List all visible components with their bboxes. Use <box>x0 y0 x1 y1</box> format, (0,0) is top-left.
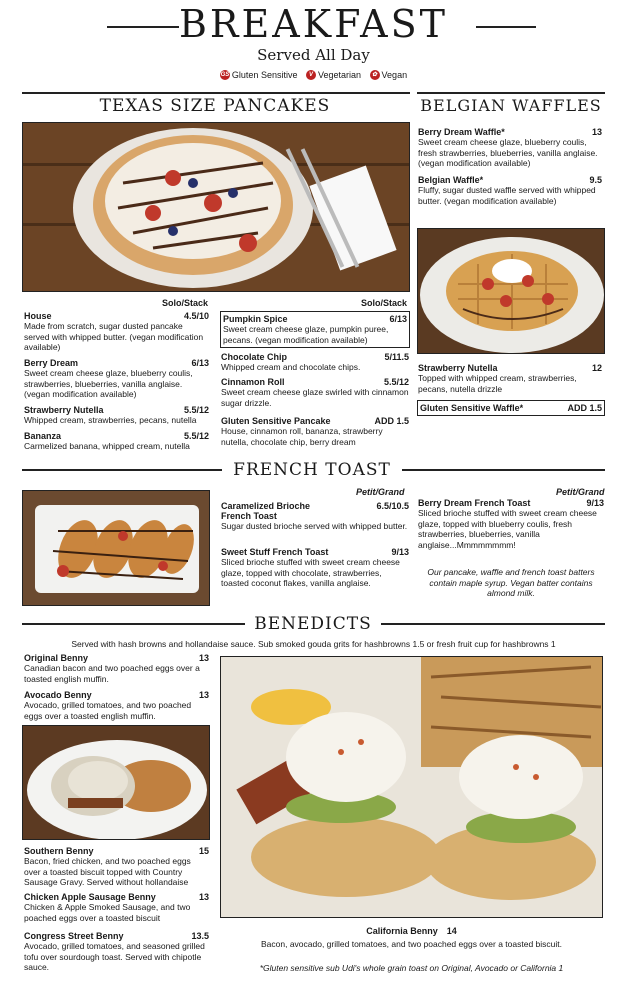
item-name: Bananza <box>24 431 62 441</box>
waffles-top-rule <box>417 92 605 94</box>
waffle-item-belgian <box>418 175 602 206</box>
item-price: ADD 1.5 <box>374 416 409 426</box>
item-desc: House, cinnamon roll, bananza, strawberry nutella, chocolate chip, berry dream <box>221 426 383 447</box>
item-price: 13 <box>198 892 209 902</box>
item-name: Caramelized Brioche French Toast <box>221 501 311 521</box>
benedict-item-original <box>24 653 209 684</box>
item-name: California Benny <box>366 926 438 936</box>
item-name: Strawberry Nutella <box>24 405 104 415</box>
vegan-icon: ✿ <box>370 70 380 80</box>
item-price: 15 <box>198 846 209 856</box>
item-price: 6/13 <box>389 314 407 324</box>
pancake-item-strawberry-nutella <box>24 405 209 426</box>
item-desc: Bacon, avocado, grilled tomatoes, and two poached eggs over a toasted biscuit. <box>261 939 562 949</box>
legend-vegetarian: Vegetarian <box>317 70 362 80</box>
item-name: House <box>24 311 52 321</box>
benedicts-intro: Served with hash browns and hollandaise sauce. Sub smoked gouda grits for hashbrowns 1.5 or fresh fruit cup for hashbrowns 1 <box>71 639 556 649</box>
pancake-item-house <box>24 311 209 353</box>
item-price: 5.5/12 <box>183 431 209 441</box>
item-name: Berry Dream <box>24 358 79 368</box>
item-desc: Canadian bacon and two poached eggs over a toasted english muffin. <box>24 663 200 684</box>
item-desc: Sliced brioche stuffed with sweet cream cheese glaze, topped with chocolate, strawberries, toasted coconut flakes, vanilla anglaise. <box>221 557 400 588</box>
item-price: 9/13 <box>586 498 604 508</box>
pancake-item-berry-dream <box>24 358 209 400</box>
item-price: 12 <box>591 363 602 373</box>
item-name: Berry Dream Waffle* <box>418 127 505 137</box>
item-name: Avocado Benny <box>24 690 92 700</box>
california-benny-photo <box>220 656 603 918</box>
item-price: 9/13 <box>391 547 409 557</box>
item-desc: Whipped cream and chocolate chips. <box>221 362 361 372</box>
french-toast-photo <box>22 490 210 606</box>
pancakes-col-header-right: Solo/Stack <box>361 298 408 308</box>
legend-gluten: Gluten Sensitive <box>231 70 298 80</box>
item-desc: Fluffy, sugar dusted waffle served with whipped butter. (vegan modification available) <box>418 185 596 206</box>
french-toast-col-header-left: Petit/Grand <box>356 487 405 497</box>
item-price: 13 <box>198 653 209 663</box>
item-desc: Avocado, grilled tomatoes, and two poached eggs over a toasted english muffin. <box>24 700 192 721</box>
pancakes-top-rule <box>22 92 410 94</box>
item-name: Cinnamon Roll <box>221 377 285 387</box>
item-desc: Bacon, fried chicken, and two poached eggs over a toasted biscuit topped with Country Sausage Gravy. Served without hollandaise <box>24 856 191 887</box>
benedict-item-chicken-apple <box>24 892 209 923</box>
waffle-item-gluten-sensitive <box>417 400 605 416</box>
item-desc: Sliced brioche stuffed with sweet cream cheese glaze, topped with blueberry coulis, fresh strawberries, blueberries, vanilla anglaise...Mmmmmmmm! <box>418 508 597 550</box>
french-toast-item-sweet-stuff <box>221 547 409 589</box>
pancake-item-bananza <box>24 431 209 452</box>
vegetarian-icon: V <box>306 70 316 80</box>
item-price: 13 <box>198 690 209 700</box>
item-desc: Sugar dusted brioche served with whipped butter. <box>221 521 408 531</box>
southern-benny-photo <box>22 725 210 840</box>
item-desc: Sweet cream cheese glaze, blueberry coulis, fresh strawberries, blueberries, vanilla anglaise. (vegan modification available) <box>418 137 598 168</box>
item-price: ADD 1.5 <box>567 403 602 413</box>
waffle-photo <box>417 228 605 354</box>
page-subtitle: Served All Day <box>257 46 370 64</box>
legend-vegan: Vegan <box>381 70 408 80</box>
item-name: Southern Benny <box>24 846 94 856</box>
item-price: 6/13 <box>191 358 209 368</box>
french-toast-title: FRENCH TOAST <box>222 460 402 480</box>
waffle-item-berry-dream <box>418 127 602 169</box>
item-name: Berry Dream French Toast <box>418 498 531 508</box>
item-name: Original Benny <box>24 653 89 663</box>
pancake-item-gluten-sensitive <box>221 416 409 447</box>
pancake-item-cinnamon-roll <box>221 377 409 408</box>
item-desc: Chicken & Apple Smoked Sausage, and two poached eggs over a toasted biscuit <box>24 902 191 923</box>
item-desc: Avocado, grilled tomatoes, and seasoned grilled tofu over sourdough toast. Served with chipotle sauce. <box>24 941 205 972</box>
pancakes-title: TEXAS SIZE PANCAKES <box>92 96 338 116</box>
item-desc: Sweet cream cheese glaze, blueberry coulis, strawberries, blueberries, vanilla anglaise. (vegan modification available) <box>24 368 193 399</box>
item-name: Pumpkin Spice <box>223 314 288 324</box>
item-price: 4.5/10 <box>183 311 209 321</box>
page-title: BREAKFAST <box>179 2 448 46</box>
benedict-item-avocado <box>24 690 209 721</box>
benedict-item-congress-street <box>24 931 209 973</box>
benedict-item-california <box>220 921 603 950</box>
french-toast-col-header-right: Petit/Grand <box>556 487 605 497</box>
item-price: 14 <box>446 926 457 936</box>
pancake-item-chocolate-chip <box>221 352 409 373</box>
item-name: Chocolate Chip <box>221 352 288 362</box>
waffles-title: BELGIAN WAFFLES <box>417 96 605 115</box>
gluten-footnote: *Gluten sensitive sub Udi's whole grain toast on Original, Avocado or California 1 <box>259 963 564 973</box>
item-name: Sweet Stuff French Toast <box>221 547 329 557</box>
pancake-item-pumpkin-spice <box>220 311 410 348</box>
item-price: 5/11.5 <box>384 352 409 362</box>
item-name: Strawberry Nutella <box>418 363 498 373</box>
item-name: Gluten Sensitive Waffle* <box>420 403 524 413</box>
item-desc: Whipped cream, strawberries, pecans, nutella <box>24 415 197 425</box>
pancake-photo <box>22 122 410 292</box>
item-desc: Carmelized banana, whipped cream, nutella <box>24 441 190 451</box>
batter-note: Our pancake, waffle and french toast batters contain maple syrup. Vegan batter contains almond milk. <box>427 567 595 598</box>
item-name: Chicken Apple Sausage Benny <box>24 892 156 902</box>
item-name: Belgian Waffle* <box>418 175 484 185</box>
dietary-legend <box>12 68 615 80</box>
menu-page <box>12 0 615 1000</box>
waffle-item-strawberry-nutella <box>418 363 602 394</box>
item-name: Gluten Sensitive Pancake <box>221 416 331 426</box>
pancakes-col-header-left: Solo/Stack <box>162 298 209 308</box>
item-desc: Topped with whipped cream, strawberries, pecans, nutella drizzle <box>418 373 577 394</box>
item-desc: Sweet cream cheese glaze swirled with cinnamon sugar drizzle. <box>221 387 409 408</box>
item-price: 6.5/10.5 <box>376 501 409 511</box>
item-desc: Made from scratch, sugar dusted pancake served with whipped butter. (vegan modification available) <box>24 321 204 352</box>
item-desc: Sweet cream cheese glaze, pumpkin puree, pecans. (vegan modification available) <box>223 324 389 345</box>
french-toast-item-caramelized <box>221 501 409 532</box>
item-name: Congress Street Benny <box>24 931 124 941</box>
item-price: 13.5 <box>191 931 209 941</box>
item-price: 9.5 <box>589 175 602 185</box>
benedict-item-southern <box>24 846 209 888</box>
item-price: 5.5/12 <box>383 377 409 387</box>
item-price: 13 <box>591 127 602 137</box>
french-toast-item-berry-dream <box>418 498 604 550</box>
gluten-sensitive-icon: GS <box>220 72 230 78</box>
benedicts-title: BENEDICTS <box>245 614 381 634</box>
item-price: 5.5/12 <box>183 405 209 415</box>
